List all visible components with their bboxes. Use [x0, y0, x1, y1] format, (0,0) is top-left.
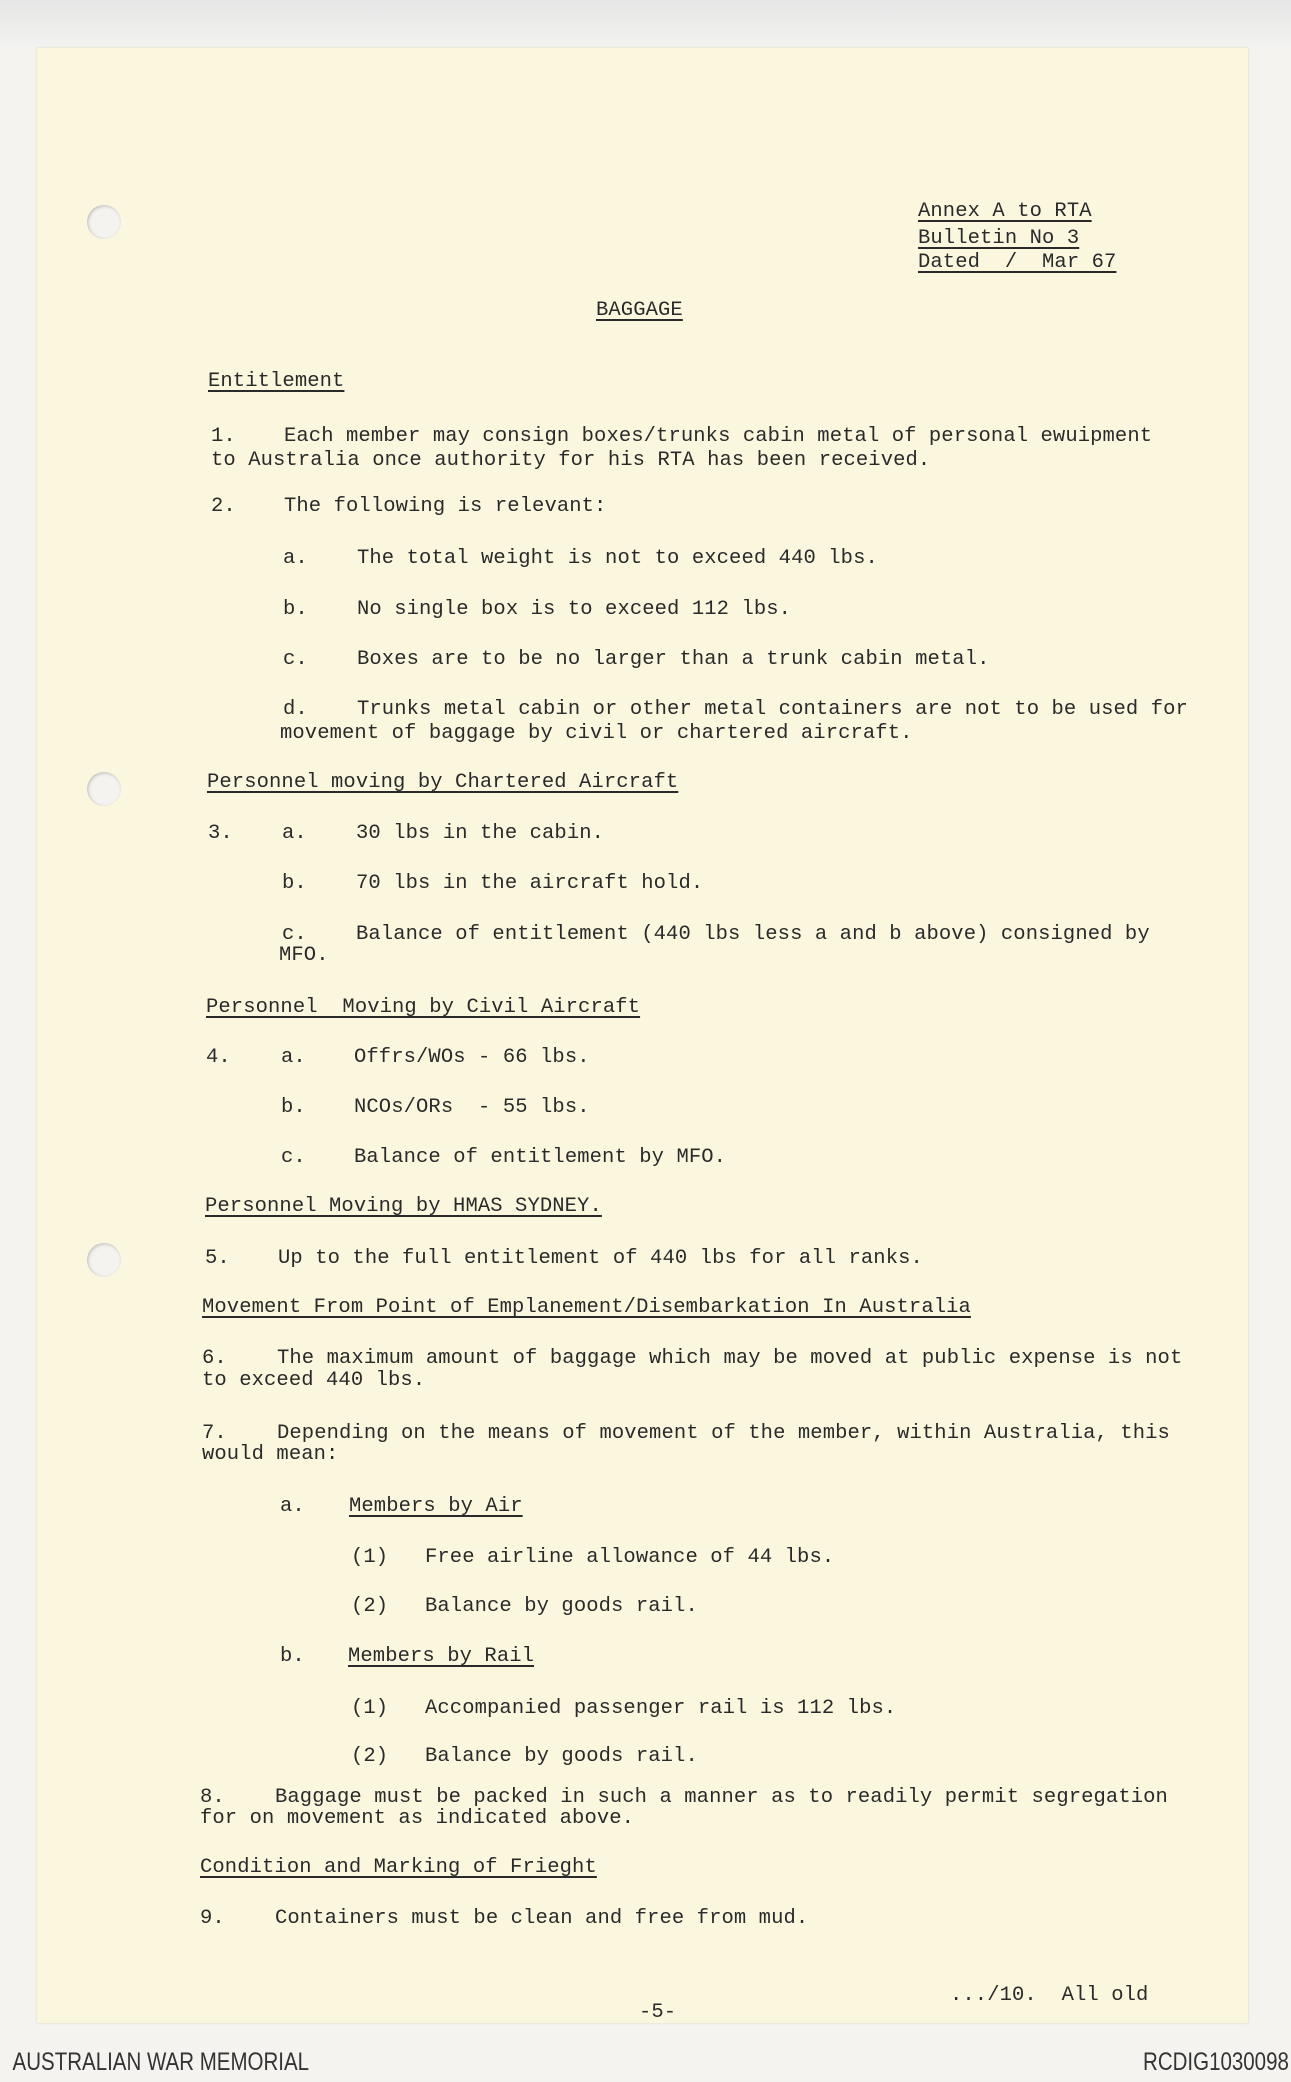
para-number: 7.: [202, 1422, 227, 1445]
para-text: Baggage must be packed in such a manner as to readily permit segregation: [275, 1786, 1168, 1809]
para-number: 2.: [211, 495, 236, 518]
section-heading: Entitlement: [208, 370, 345, 393]
item-marker: b.: [283, 598, 308, 621]
annex-ref: Annex A to RTA: [918, 200, 1092, 223]
item-marker: a.: [283, 547, 308, 570]
item-marker: a.: [280, 1495, 305, 1518]
page-title: BAGGAGE: [596, 299, 683, 322]
item-text: Balance of entitlement by MFO.: [354, 1146, 727, 1169]
para-number: 3.: [208, 822, 233, 845]
para-number: 8.: [200, 1786, 225, 1809]
section-heading: Personnel Moving by Civil Aircraft: [206, 996, 641, 1019]
item-marker: (2): [351, 1745, 389, 1768]
item-text: Balance by goods rail.: [425, 1745, 698, 1768]
section-heading: Movement From Point of Emplanement/Disembarkation In Australia: [202, 1296, 971, 1319]
item-text: No single box is to exceed 112 lbs.: [357, 598, 792, 621]
para-text: would mean:: [202, 1443, 339, 1466]
item-marker: (1): [351, 1697, 389, 1720]
item-text: Balance of entitlement (440 lbs less a and b above) consigned by: [356, 923, 1150, 946]
item-marker: b.: [281, 1096, 306, 1119]
item-marker: c.: [281, 1146, 306, 1169]
item-marker: a.: [281, 1046, 306, 1069]
para-text: for on movement as indicated above.: [200, 1807, 635, 1830]
item-text: Balance by goods rail.: [425, 1595, 698, 1618]
para-text: Containers must be clean and free from mud.: [275, 1907, 809, 1930]
subsection-heading: Members by Rail: [348, 1645, 535, 1668]
item-marker: (2): [351, 1595, 389, 1618]
para-number: 1.: [211, 425, 236, 448]
archive-id: RCDIG1030098: [1143, 2048, 1289, 2076]
para-text: to exceed 440 lbs.: [202, 1369, 426, 1392]
archive-label: AUSTRALIAN WAR MEMORIAL: [12, 2048, 310, 2076]
para-text: The following is relevant:: [284, 495, 607, 518]
item-text: 70 lbs in the aircraft hold.: [356, 872, 704, 895]
item-marker: c.: [283, 648, 308, 671]
section-heading: Personnel moving by Chartered Aircraft: [207, 771, 679, 794]
para-number: 9.: [200, 1907, 225, 1930]
item-text: Trunks metal cabin or other metal containers are not to be used for: [357, 698, 1188, 721]
item-text: Free airline allowance of 44 lbs.: [425, 1546, 835, 1569]
document-page: [37, 48, 1248, 2023]
subsection-heading: Members by Air: [349, 1495, 523, 1518]
item-text: NCOs/ORs - 55 lbs.: [354, 1096, 590, 1119]
item-text: Accompanied passenger rail is 112 lbs.: [425, 1697, 897, 1720]
para-text: Each member may consign boxes/trunks cabin metal of personal ewuipment: [284, 425, 1153, 448]
scan-top-band: [0, 0, 1291, 46]
item-marker: (1): [351, 1546, 389, 1569]
item-marker: a.: [282, 822, 307, 845]
page-number: -5-: [639, 2001, 677, 2024]
para-number: 6.: [202, 1347, 227, 1370]
dated-ref: Dated / Mar 67: [918, 251, 1117, 274]
item-text: movement of baggage by civil or chartered aircraft.: [280, 722, 913, 745]
section-heading: Personnel Moving by HMAS SYDNEY.: [205, 1195, 602, 1218]
continuation-note: .../10. All old: [950, 1984, 1149, 2007]
para-text: to Australia once authority for his RTA has been received.: [211, 449, 931, 472]
item-text: The total weight is not to exceed 440 lbs.: [357, 547, 878, 570]
punch-hole: [87, 772, 121, 806]
item-text: MFO.: [279, 944, 329, 967]
item-text: Offrs/WOs - 66 lbs.: [354, 1046, 590, 1069]
item-marker: b.: [280, 1645, 305, 1668]
bulletin-ref: Bulletin No 3: [918, 227, 1080, 250]
para-text: Depending on the means of movement of the member, within Australia, this: [277, 1422, 1170, 1445]
section-heading: Condition and Marking of Frieght: [200, 1856, 597, 1879]
para-number: 5.: [205, 1247, 230, 1270]
punch-hole: [87, 205, 121, 239]
para-text: The maximum amount of baggage which may be moved at public expense is not: [277, 1347, 1183, 1370]
item-marker: c.: [282, 923, 307, 946]
punch-hole: [87, 1243, 121, 1277]
item-text: Boxes are to be no larger than a trunk cabin metal.: [357, 648, 990, 671]
item-marker: d.: [283, 698, 308, 721]
para-number: 4.: [206, 1046, 231, 1069]
item-marker: b.: [282, 872, 307, 895]
para-text: Up to the full entitlement of 440 lbs for all ranks.: [278, 1247, 923, 1270]
item-text: 30 lbs in the cabin.: [356, 822, 605, 845]
